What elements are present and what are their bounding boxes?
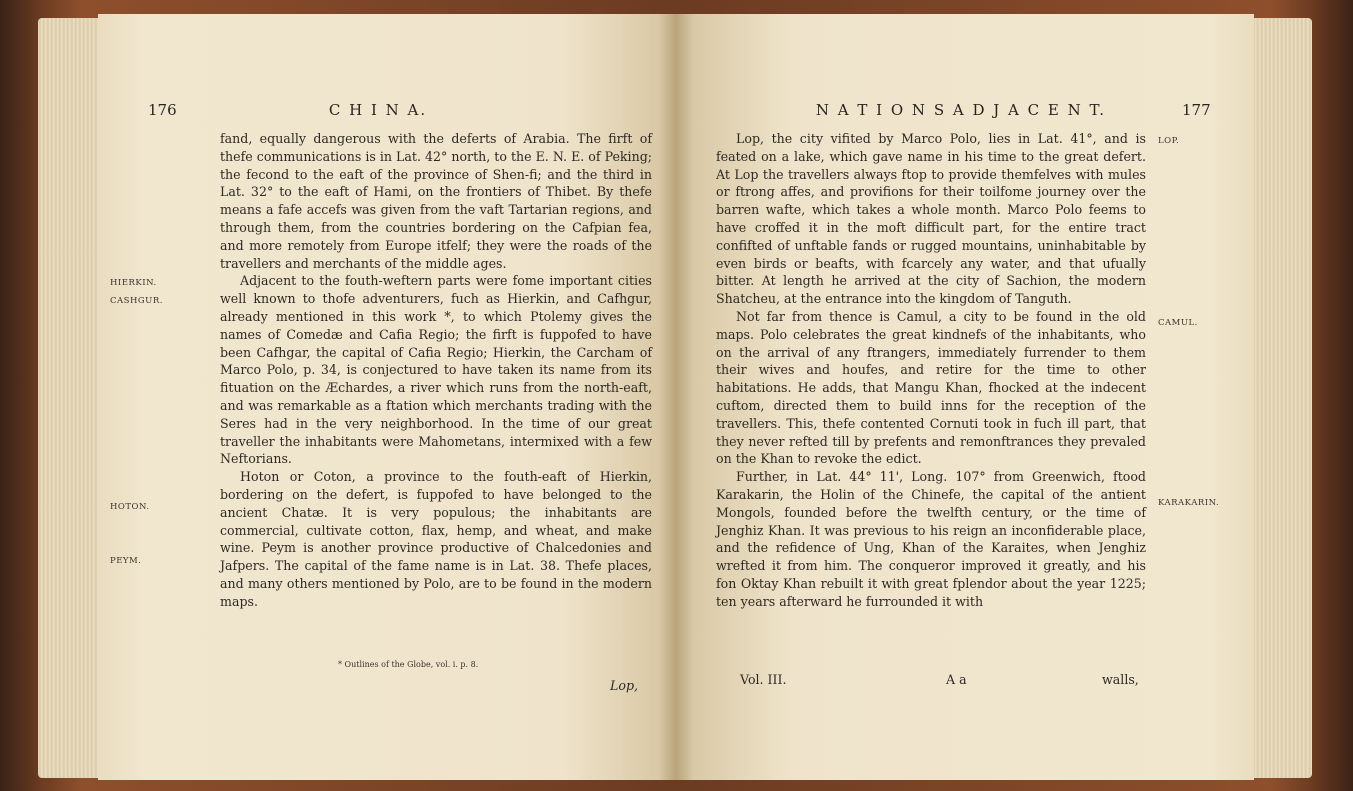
left-catchword: Lop,: [610, 678, 639, 693]
left-paragraph-2: Adjacent to the fouth-weftern parts were fome important cities well known to thofe adventurers, fuch as Hierkin, and Cafhgur, already mentioned in this work *, to which Ptolemy gives the names of Comedæ and Cafia Regio; the firft is fuppofed to have been Cafhgar, the capital of Cafia Regio; Hierkin, the Carcham of Marco Polo, p. 34, is conjectured to have taken its name from its fituation on the Æchardes, a river which runs from the north-eaft, and was remarkable as a ftation which merchants trading with the Seres had in the very neighborhood. In the time of our great traveller the inhabitants were Mahometans, intermixed with a few Neftorians.: [220, 273, 652, 467]
right-paragraph-1: Lop, the city vifited by Marco Polo, lies in Lat. 41°, and is feated on a lake, which gave name in his time to the great defert. At Lop the travellers always ftop to provide themfelves with mules or ftrong affes, and provifions for their toilfome journey over the barren wafte, which takes a whole month. Marco Polo feems to have croffed it in the moft difficult part, for the entire tract confifted of unftable fands or rugged mountains, uninhabitable by even birds or beafts, with fcarcely any water, and that ufually bitter. At length he arrived at the city of Sachion, the modern Shatcheu, at the entrance into the kingdom of Tanguth.: [716, 131, 1146, 307]
right-paragraph-3: Further, in Lat. 44° 11', Long. 107° from Greenwich, ftood Karakarin, the Holin of the Chinefe, the capital of the antient Mongols, founded before the twelfth century, or the time of Jenghiz Khan. It was previous to his reign an inconfiderable place, and the refidence of Ung, Khan of the Karaites, when Jenghiz wrefted it from him. The conqueror improved it greatly, and his fon Oktay Khan rebuilt it with great fplendor about the year 1225; ten years afterward he furrounded it with: [716, 469, 1146, 609]
left-footnote: * Outlines of the Globe, vol. i. p. 8.: [338, 660, 479, 669]
left-paragraph-1: fand, equally dangerous with the deferts of Arabia. The firft of thefe communications is in Lat. 42° north, to the E. N. E. of Peking; the fecond to the eaft of the province of Shen-fi; and the third in Lat. 32° to the eaft of Hami, on the frontiers of Thibet. By thefe means a fafe accefs was given from the vaft Tartarian regions, and through them, from the countries bordering on the Cafpian fea, and more remotely from Europe itfelf; they were the roads of the travellers and merchants of the middle ages.: [220, 131, 652, 271]
left-running-head: C H I N A.: [328, 101, 428, 119]
right-page: [676, 14, 1254, 780]
right-page-number: 177: [1182, 101, 1211, 119]
margin-note-hoton: HOTON.: [110, 502, 150, 512]
right-running-head: N A T I O N S A D J A C E N T.: [815, 101, 1107, 119]
margin-note-cashgur: CASHGUR.: [110, 296, 163, 306]
left-paragraph-3: Hoton or Coton, a province to the fouth-eaft of Hierkin, bordering on the defert, is fuppofed to have belonged to the ancient Chatæ. It is very populous; the inhabitants are commercial, cultivate cotton, flax, hemp, and wheat, and make wine. Peym is another province productive of Chalcedonies and Jafpers. The capital of the fame name is in Lat. 38. Thefe places, and many others mentioned by Polo, are to be found in the modern maps.: [220, 469, 652, 609]
margin-note-lop: LOP.: [1158, 136, 1180, 146]
margin-note-hierkin: HIERKIN.: [110, 278, 157, 288]
margin-note-peym: PEYM.: [110, 556, 142, 566]
signature-mark: A a: [946, 672, 967, 687]
right-catchword: walls,: [1102, 672, 1139, 687]
left-page-number: 176: [148, 101, 177, 119]
margin-note-camul: CAMUL.: [1158, 318, 1198, 328]
signature-volume: Vol. III.: [740, 672, 787, 687]
left-page: [98, 14, 676, 780]
right-paragraph-2: Not far from thence is Camul, a city to be found in the old maps. Polo celebrates the great kindnefs of the inhabitants, who on the arrival of any ftrangers, immediately furrender to them their wives and houfes, and retire for the time to other habitations. He adds, that Mangu Khan, fhocked at the indecent cuftom, directed them to build inns for the reception of the travellers. This, thefe contented Cornuti took in fuch ill part, that they never refted till by prefents and remonftrances they prevaled on the Khan to revoke the edict.: [716, 308, 1146, 467]
left-body: [220, 130, 652, 611]
right-body: [716, 130, 1146, 611]
margin-note-karakarin: KARAKARIN.: [1158, 498, 1220, 508]
